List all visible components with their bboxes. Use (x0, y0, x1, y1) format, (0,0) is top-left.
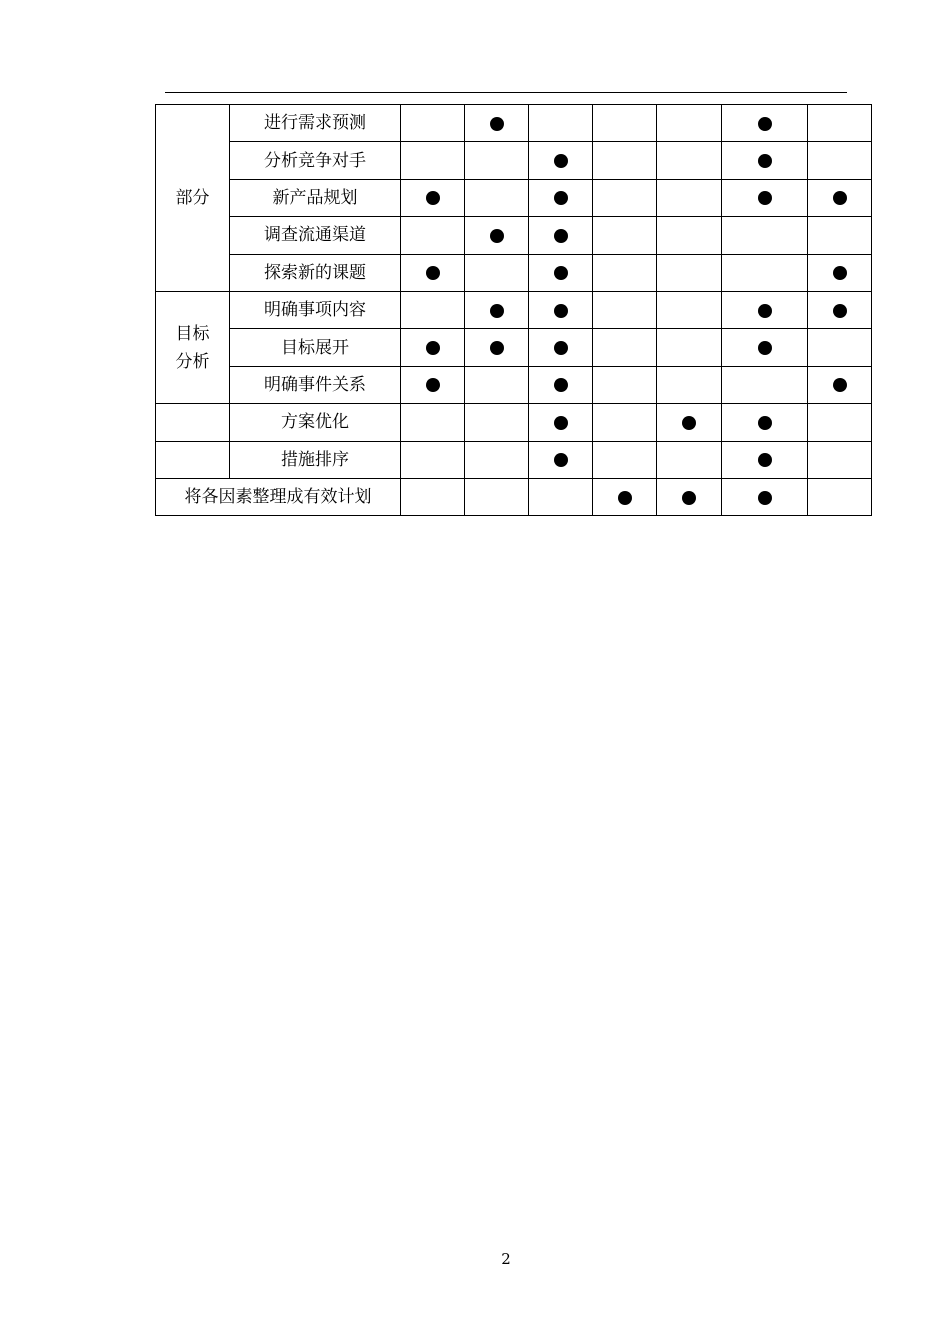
mark-cell (465, 366, 529, 403)
bullet-mark-icon (682, 491, 696, 505)
row-item-label: 明确事件关系 (230, 366, 401, 403)
bullet-mark-icon (554, 266, 568, 280)
mark-cell (529, 254, 593, 291)
mark-cell (657, 291, 722, 328)
table-row (156, 254, 872, 291)
mark-cell (808, 329, 872, 366)
table-row (156, 142, 872, 179)
mark-cell (722, 179, 808, 216)
mark-cell (529, 291, 593, 328)
bullet-mark-icon (554, 378, 568, 392)
mark-cell (529, 142, 593, 179)
mark-cell (657, 441, 722, 478)
mark-cell (657, 179, 722, 216)
mark-cell (401, 217, 465, 254)
bullet-mark-icon (758, 341, 772, 355)
method-matrix-table (155, 104, 872, 516)
mark-cell (465, 217, 529, 254)
mark-cell (657, 217, 722, 254)
bullet-mark-icon (758, 453, 772, 467)
row-item-label: 措施排序 (230, 441, 401, 478)
empty-group-cell (156, 441, 230, 478)
mark-cell (808, 291, 872, 328)
row-item-label: 将各因素整理成有效计划 (156, 478, 401, 515)
mark-cell (808, 105, 872, 142)
mark-cell (465, 404, 529, 441)
group-label-target-analysis: 目标 分析 (156, 291, 230, 403)
mark-cell (529, 217, 593, 254)
mark-cell (401, 329, 465, 366)
mark-cell (657, 142, 722, 179)
mark-cell (593, 404, 657, 441)
bullet-mark-icon (758, 117, 772, 131)
mark-cell (808, 478, 872, 515)
mark-cell (465, 329, 529, 366)
bullet-mark-icon (426, 266, 440, 280)
bullet-mark-icon (554, 453, 568, 467)
mark-cell (657, 404, 722, 441)
mark-cell (593, 105, 657, 142)
mark-cell (529, 329, 593, 366)
bullet-mark-icon (758, 191, 772, 205)
mark-cell (465, 105, 529, 142)
bullet-mark-icon (490, 304, 504, 318)
mark-cell (808, 217, 872, 254)
mark-cell (722, 217, 808, 254)
mark-cell (529, 105, 593, 142)
mark-cell (401, 404, 465, 441)
bullet-mark-icon (833, 266, 847, 280)
mark-cell (593, 179, 657, 216)
mark-cell (722, 291, 808, 328)
mark-cell (808, 179, 872, 216)
mark-cell (722, 404, 808, 441)
row-item-label: 分析竞争对手 (230, 142, 401, 179)
mark-cell (465, 142, 529, 179)
bullet-mark-icon (833, 191, 847, 205)
bullet-mark-icon (554, 229, 568, 243)
row-item-label: 明确事项内容 (230, 291, 401, 328)
mark-cell (529, 441, 593, 478)
table-row (156, 478, 872, 515)
mark-cell (401, 441, 465, 478)
mark-cell (593, 441, 657, 478)
mark-cell (529, 478, 593, 515)
mark-cell (657, 366, 722, 403)
mark-cell (722, 254, 808, 291)
mark-cell (808, 441, 872, 478)
mark-cell (529, 179, 593, 216)
bullet-mark-icon (618, 491, 632, 505)
mark-cell (722, 329, 808, 366)
bullet-mark-icon (554, 191, 568, 205)
row-item-label: 方案优化 (230, 404, 401, 441)
mark-cell (465, 478, 529, 515)
bullet-mark-icon (758, 154, 772, 168)
header-rule (165, 92, 847, 93)
mark-cell (593, 142, 657, 179)
bullet-mark-icon (833, 378, 847, 392)
mark-cell (657, 478, 722, 515)
mark-cell (465, 441, 529, 478)
table-row (156, 217, 872, 254)
mark-cell (401, 179, 465, 216)
mark-cell (465, 254, 529, 291)
mark-cell (401, 366, 465, 403)
mark-cell (657, 254, 722, 291)
mark-cell (593, 366, 657, 403)
bullet-mark-icon (426, 378, 440, 392)
bullet-mark-icon (554, 341, 568, 355)
bullet-mark-icon (554, 154, 568, 168)
bullet-mark-icon (758, 304, 772, 318)
empty-group-cell (156, 404, 230, 441)
bullet-mark-icon (490, 117, 504, 131)
mark-cell (722, 441, 808, 478)
mark-cell (808, 404, 872, 441)
bullet-mark-icon (833, 304, 847, 318)
mark-cell (401, 105, 465, 142)
row-item-label: 目标展开 (230, 329, 401, 366)
bullet-mark-icon (682, 416, 696, 430)
table-row (156, 105, 872, 142)
bullet-mark-icon (490, 341, 504, 355)
mark-cell (808, 366, 872, 403)
mark-cell (529, 366, 593, 403)
mark-cell (657, 105, 722, 142)
bullet-mark-icon (426, 191, 440, 205)
row-item-label: 探索新的课题 (230, 254, 401, 291)
mark-cell (808, 142, 872, 179)
mark-cell (401, 142, 465, 179)
table-row (156, 441, 872, 478)
mark-cell (722, 105, 808, 142)
row-item-label: 新产品规划 (230, 179, 401, 216)
mark-cell (593, 291, 657, 328)
table-row (156, 404, 872, 441)
row-item-label: 调查流通渠道 (230, 217, 401, 254)
bullet-mark-icon (758, 491, 772, 505)
page-number: 2 (501, 1250, 511, 1268)
bullet-mark-icon (758, 416, 772, 430)
mark-cell (657, 329, 722, 366)
mark-cell (465, 291, 529, 328)
mark-cell (593, 217, 657, 254)
mark-cell (722, 142, 808, 179)
mark-cell (401, 478, 465, 515)
row-item-label: 进行需求预测 (230, 105, 401, 142)
mark-cell (401, 291, 465, 328)
bullet-mark-icon (490, 229, 504, 243)
bullet-mark-icon (554, 416, 568, 430)
group-label-part: 部分 (156, 105, 230, 292)
mark-cell (465, 179, 529, 216)
mark-cell (593, 254, 657, 291)
table-row (156, 366, 872, 403)
mark-cell (593, 329, 657, 366)
mark-cell (529, 404, 593, 441)
mark-cell (722, 366, 808, 403)
table-row (156, 291, 872, 328)
bullet-mark-icon (426, 341, 440, 355)
table-row (156, 329, 872, 366)
bullet-mark-icon (554, 304, 568, 318)
mark-cell (401, 254, 465, 291)
table-row (156, 179, 872, 216)
mark-cell (808, 254, 872, 291)
mark-cell (593, 478, 657, 515)
mark-cell (722, 478, 808, 515)
